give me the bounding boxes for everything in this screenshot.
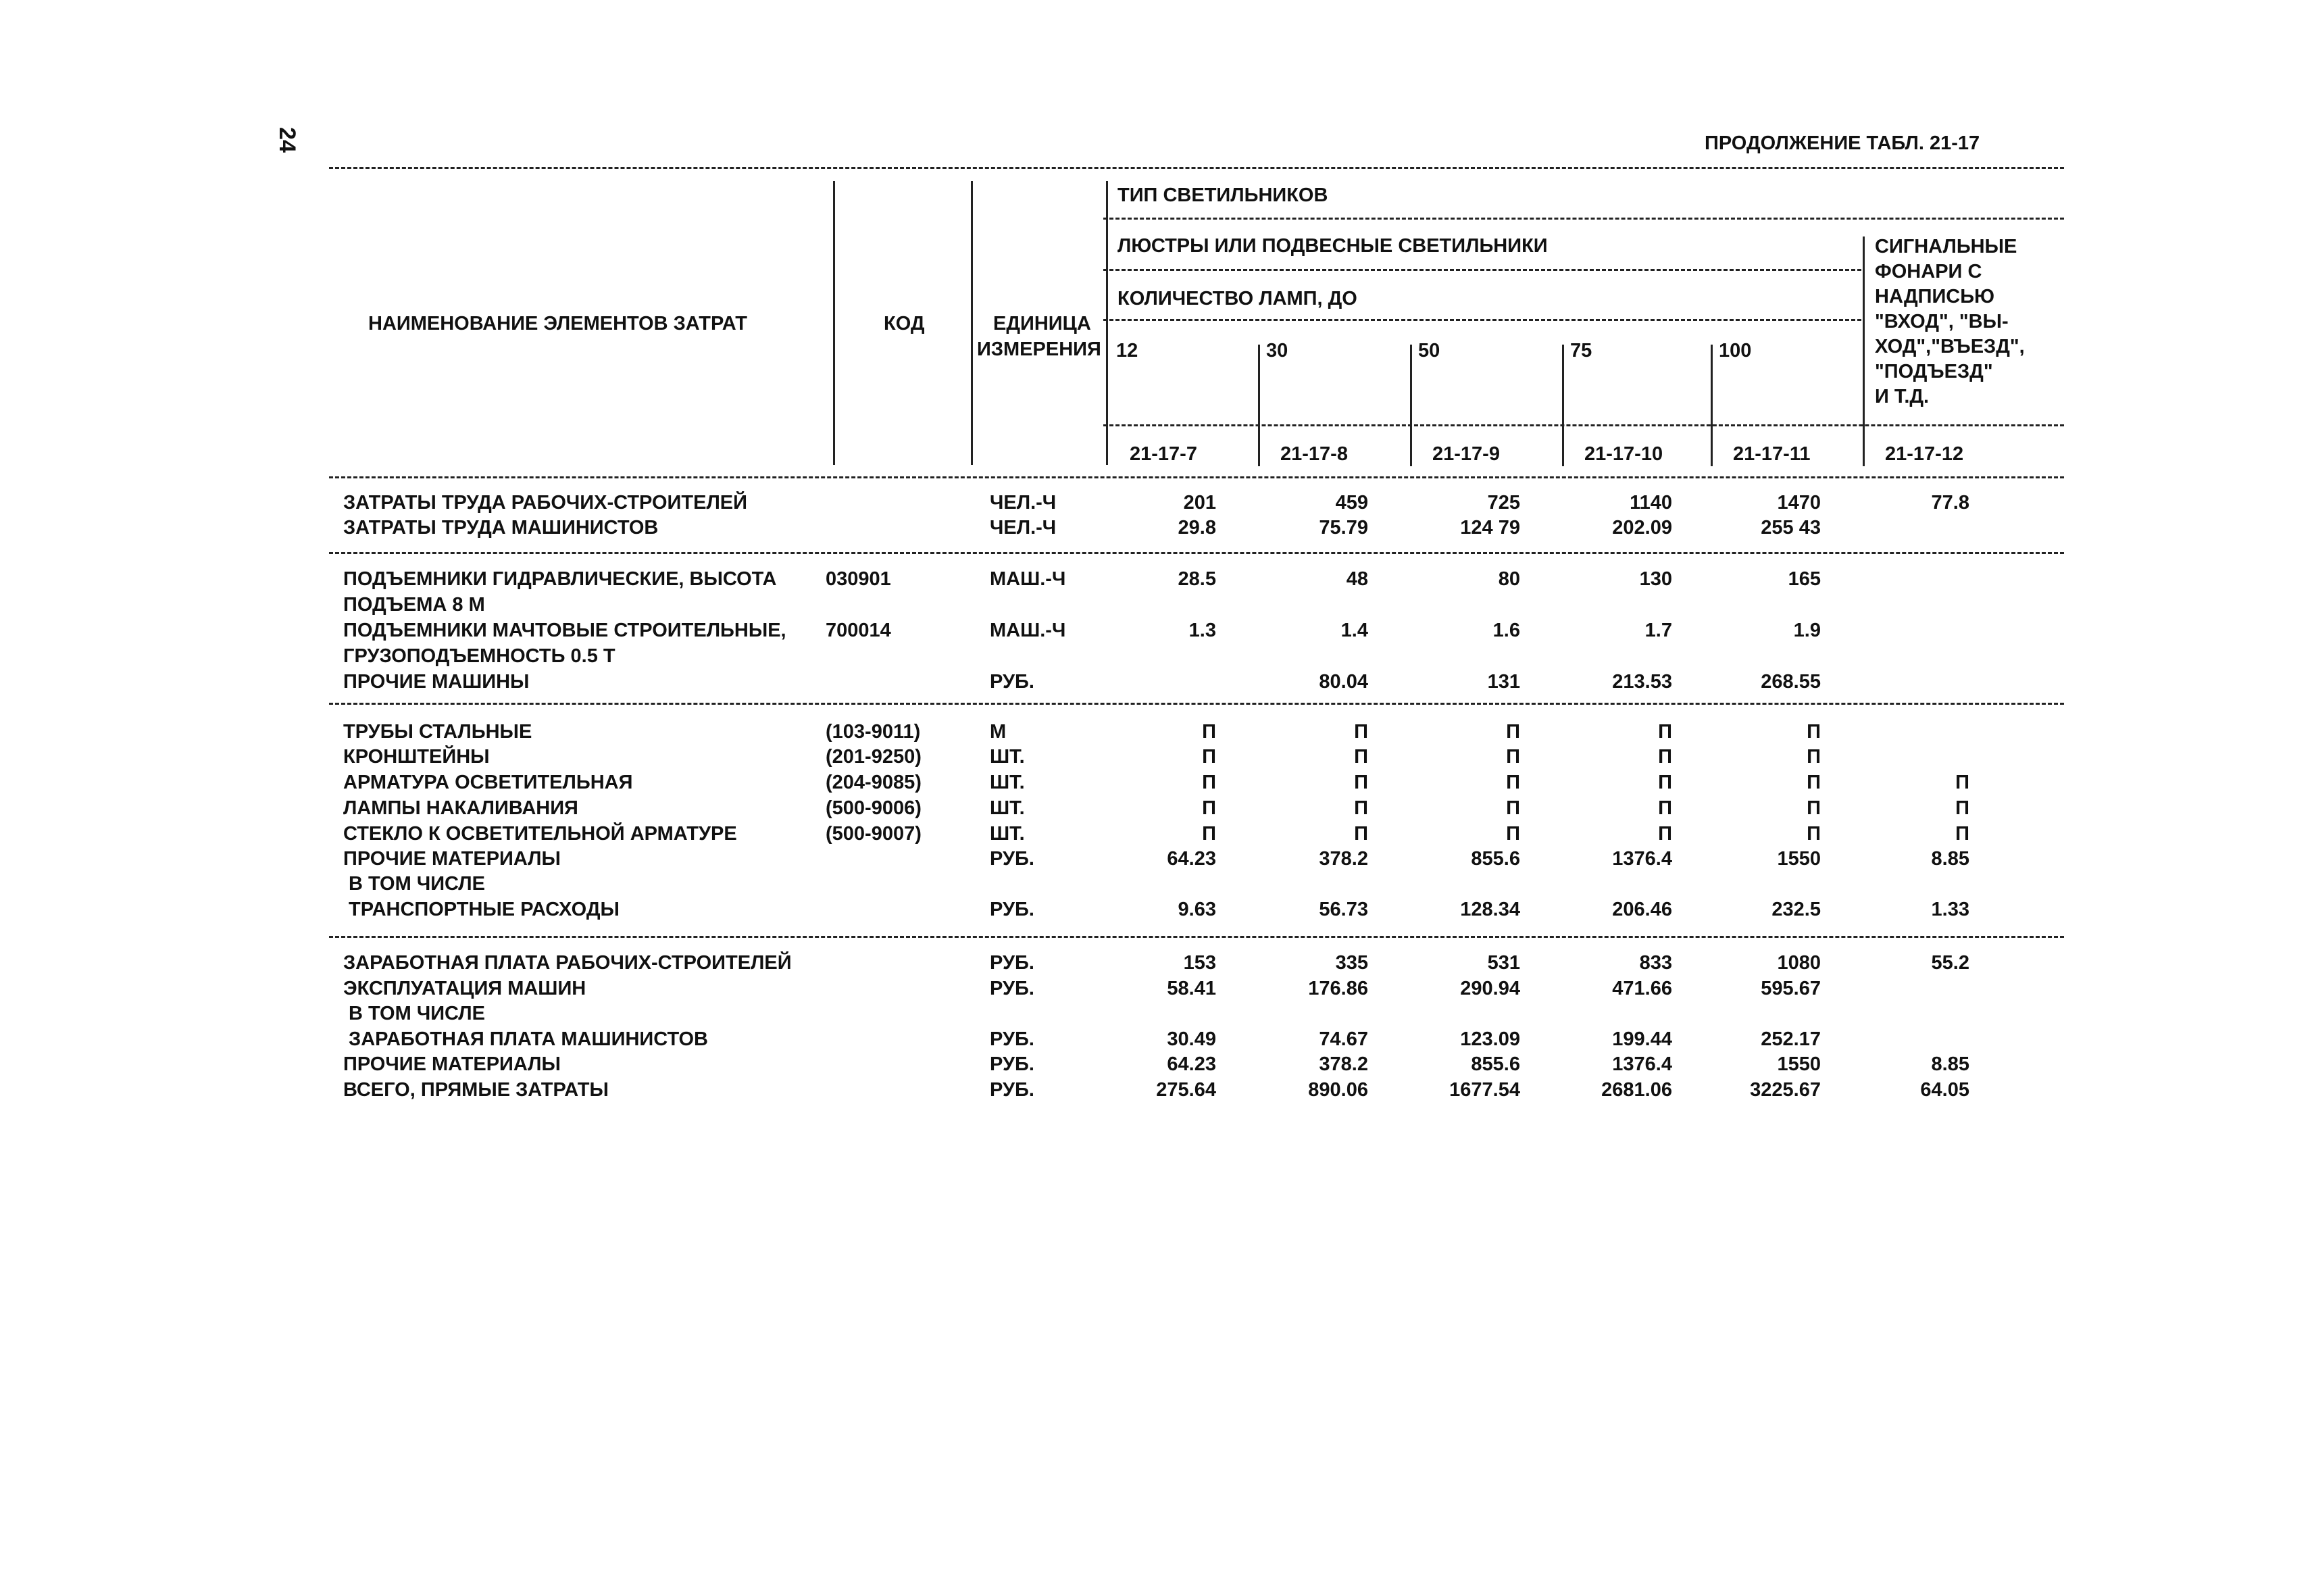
row-name: ПОДЪЕМНИКИ ГИДРАВЛИЧЕСКИЕ, ВЫСОТА: [343, 568, 777, 590]
row-value: П: [1955, 823, 1969, 845]
code-21-17-7: 21-17-7: [1130, 443, 1197, 465]
row-value: 1550: [1777, 1053, 1821, 1075]
row-unit: ШТ.: [990, 746, 1025, 768]
row-value: 471.66: [1612, 978, 1672, 999]
row-value: 1140: [1630, 492, 1672, 514]
row-value: 1470: [1777, 492, 1821, 514]
vline-100: [1711, 345, 1713, 466]
header-lamp-count: КОЛИЧЕСТВО ЛАМП, ДО: [1117, 288, 1357, 309]
lamp-count-75: 75: [1570, 340, 1592, 361]
vline-code: [833, 181, 835, 465]
row-value: П: [1202, 772, 1216, 793]
row-name: ПРОЧИЕ МАШИНЫ: [343, 671, 530, 693]
row-value: 123.09: [1460, 1028, 1520, 1050]
code-21-17-9: 21-17-9: [1432, 443, 1500, 465]
row-value: 199.44: [1612, 1028, 1672, 1050]
rule-section-3: [329, 936, 2064, 938]
row-value: 77.8: [1931, 492, 1969, 514]
row-value: П: [1955, 772, 1969, 793]
row-value: П: [1354, 772, 1368, 793]
row-name: ПОДЪЕМА 8 М: [343, 594, 485, 616]
row-value: 74.67: [1319, 1028, 1368, 1050]
row-code: (201-9250): [826, 746, 922, 768]
row-name: АРМАТУРА ОСВЕТИТЕЛЬНАЯ: [343, 772, 633, 793]
row-value: 202.09: [1612, 517, 1672, 539]
rule-section-1: [329, 552, 2064, 554]
row-value: 48: [1346, 568, 1368, 590]
row-value: 1.33: [1931, 899, 1969, 920]
row-value: П: [1202, 746, 1216, 768]
row-value: 3225.67: [1750, 1079, 1821, 1101]
row-value: 128.34: [1460, 899, 1520, 920]
code-21-17-12: 21-17-12: [1885, 443, 1964, 465]
continuation-title: ПРОДОЛЖЕНИЕ ТАБЛ. 21-17: [1705, 132, 1980, 154]
row-unit: ШТ.: [990, 797, 1025, 819]
row-name: ТРАНСПОРТНЫЕ РАСХОДЫ: [343, 899, 620, 920]
row-name: ЭКСПЛУАТАЦИЯ МАШИН: [343, 978, 586, 999]
signal-line: ХОД","ВЪЕЗД",: [1875, 336, 2025, 357]
lamp-count-12: 12: [1116, 340, 1138, 361]
row-value: П: [1658, 772, 1672, 793]
row-code: 030901: [826, 568, 891, 590]
row-value: 28.5: [1178, 568, 1216, 590]
row-unit: РУБ.: [990, 671, 1034, 693]
row-unit: ЧЕЛ.-Ч: [990, 492, 1057, 514]
row-value: 2681.06: [1601, 1079, 1672, 1101]
row-value: 1677.54: [1449, 1079, 1520, 1101]
row-value: 165: [1788, 568, 1821, 590]
row-value: 1.6: [1492, 620, 1520, 641]
row-value: 595.67: [1761, 978, 1821, 999]
row-value: 890.06: [1308, 1079, 1368, 1101]
row-unit: РУБ.: [990, 1079, 1034, 1101]
row-value: 75.79: [1319, 517, 1368, 539]
row-value: 1.3: [1188, 620, 1216, 641]
row-unit: ШТ.: [990, 772, 1025, 793]
header-unit-line1: ЕДИНИЦА: [993, 313, 1091, 334]
row-value: 64.05: [1920, 1079, 1969, 1101]
page-number: 24: [274, 127, 300, 153]
row-unit: РУБ.: [990, 952, 1034, 974]
row-unit: М: [990, 721, 1007, 743]
row-name: ЗАРАБОТНАЯ ПЛАТА РАБОЧИХ-СТРОИТЕЛЕЙ: [343, 952, 792, 974]
row-code: (204-9085): [826, 772, 922, 793]
row-value: П: [1506, 721, 1520, 743]
row-code: (500-9006): [826, 797, 922, 819]
row-name: ЗАТРАТЫ ТРУДА МАШИНИСТОВ: [343, 517, 659, 539]
rule-section-2: [329, 703, 2064, 705]
row-value: 1.9: [1793, 620, 1821, 641]
lamp-count-50: 50: [1418, 340, 1440, 361]
row-value: 58.41: [1167, 978, 1216, 999]
header-unit-line2: ИЗМЕРЕНИЯ: [977, 339, 1101, 360]
row-value: 80.04: [1319, 671, 1368, 693]
row-name: ЗАТРАТЫ ТРУДА РАБОЧИХ-СТРОИТЕЛЕЙ: [343, 492, 747, 514]
row-value: 275.64: [1156, 1079, 1216, 1101]
row-value: 855.6: [1471, 1053, 1520, 1075]
rule-header-4: [1103, 424, 2064, 426]
row-value: 64.23: [1167, 848, 1216, 870]
row-value: П: [1658, 721, 1672, 743]
rule-header-2: [1103, 269, 1861, 271]
row-value: 176.86: [1308, 978, 1368, 999]
row-value: 56.73: [1319, 899, 1368, 920]
row-value: 153: [1183, 952, 1216, 974]
header-code-col: КОД: [884, 313, 925, 334]
rule-header-1: [1103, 218, 2064, 220]
vline-50: [1410, 345, 1412, 466]
row-value: П: [1202, 721, 1216, 743]
row-value: П: [1354, 823, 1368, 845]
code-21-17-10: 21-17-10: [1584, 443, 1663, 465]
row-value: 55.2: [1931, 952, 1969, 974]
rule-top: [329, 167, 2064, 169]
row-value: П: [1807, 797, 1821, 819]
row-value: П: [1354, 746, 1368, 768]
row-value: 130: [1639, 568, 1672, 590]
row-value: 459: [1335, 492, 1368, 514]
row-value: 335: [1335, 952, 1368, 974]
row-value: 64.23: [1167, 1053, 1216, 1075]
row-value: П: [1955, 797, 1969, 819]
signal-line: "ПОДЪЕЗД": [1875, 361, 1993, 382]
row-unit: РУБ.: [990, 978, 1034, 999]
row-value: 124 79: [1460, 517, 1520, 539]
row-value: П: [1658, 797, 1672, 819]
code-21-17-8: 21-17-8: [1280, 443, 1348, 465]
row-name: ПРОЧИЕ МАТЕРИАЛЫ: [343, 848, 561, 870]
header-name-col: НАИМЕНОВАНИЕ ЭЛЕМЕНТОВ ЗАТРАТ: [368, 313, 747, 334]
signal-line: "ВХОД", "ВЫ-: [1875, 311, 2009, 332]
row-value: П: [1506, 772, 1520, 793]
row-name: ВСЕГО, ПРЯМЫЕ ЗАТРАТЫ: [343, 1079, 609, 1101]
row-value: П: [1807, 746, 1821, 768]
row-code: (103-9011): [826, 721, 921, 743]
row-value: 80: [1498, 568, 1520, 590]
row-value: П: [1202, 797, 1216, 819]
row-value: 206.46: [1612, 899, 1672, 920]
row-value: 201: [1183, 492, 1216, 514]
row-name: ПРОЧИЕ МАТЕРИАЛЫ: [343, 1053, 561, 1075]
row-name: ТРУБЫ СТАЛЬНЫЕ: [343, 721, 532, 743]
rule-header-3: [1103, 319, 1861, 321]
row-value: 1376.4: [1612, 848, 1672, 870]
header-lamp-type: ТИП СВЕТИЛЬНИКОВ: [1117, 184, 1328, 206]
row-value: П: [1807, 823, 1821, 845]
row-code: 700014: [826, 620, 891, 641]
row-value: 232.5: [1771, 899, 1821, 920]
row-name: ГРУЗОПОДЪЕМНОСТЬ 0.5 Т: [343, 645, 615, 667]
row-value: П: [1354, 797, 1368, 819]
row-value: 268.55: [1761, 671, 1821, 693]
lamp-count-30: 30: [1266, 340, 1288, 361]
row-name: В ТОМ ЧИСЛЕ: [343, 873, 485, 895]
row-value: П: [1807, 721, 1821, 743]
row-value: П: [1506, 823, 1520, 845]
vline-30: [1258, 345, 1260, 466]
header-chandeliers: ЛЮСТРЫ ИЛИ ПОДВЕСНЫЕ СВЕТИЛЬНИКИ: [1117, 235, 1548, 257]
row-value: П: [1354, 721, 1368, 743]
row-unit: РУБ.: [990, 1028, 1034, 1050]
row-name: ЛАМПЫ НАКАЛИВАНИЯ: [343, 797, 578, 819]
row-value: П: [1658, 823, 1672, 845]
row-name: КРОНШТЕЙНЫ: [343, 746, 490, 768]
row-value: 833: [1639, 952, 1672, 974]
signal-line: НАДПИСЬЮ: [1875, 286, 1995, 307]
row-value: П: [1202, 823, 1216, 845]
row-value: 1.7: [1644, 620, 1672, 641]
row-unit: ШТ.: [990, 823, 1025, 845]
row-value: 1080: [1777, 952, 1821, 974]
row-unit: МАШ.-Ч: [990, 620, 1066, 641]
signal-line: ФОНАРИ С: [1875, 261, 1982, 282]
vline-signal: [1863, 236, 1865, 466]
row-unit: РУБ.: [990, 848, 1034, 870]
row-value: 378.2: [1319, 1053, 1368, 1075]
row-value: 725: [1487, 492, 1520, 514]
row-value: 131: [1487, 671, 1520, 693]
row-value: 252.17: [1761, 1028, 1821, 1050]
signal-line: И Т.Д.: [1875, 386, 1930, 407]
row-value: 855.6: [1471, 848, 1520, 870]
row-name: ЗАРАБОТНАЯ ПЛАТА МАШИНИСТОВ: [343, 1028, 708, 1050]
row-code: (500-9007): [826, 823, 922, 845]
vline-types: [1106, 181, 1108, 465]
row-unit: РУБ.: [990, 899, 1034, 920]
row-value: 213.53: [1612, 671, 1672, 693]
row-name: СТЕКЛО К ОСВЕТИТЕЛЬНОЙ АРМАТУРЕ: [343, 823, 737, 845]
lamp-count-100: 100: [1719, 340, 1752, 361]
row-unit: ЧЕЛ.-Ч: [990, 517, 1057, 539]
row-name: ПОДЪЕМНИКИ МАЧТОВЫЕ СТРОИТЕЛЬНЫЕ,: [343, 620, 786, 641]
code-21-17-11: 21-17-11: [1733, 443, 1811, 465]
rule-header-bottom: [329, 476, 2064, 478]
row-value: 1376.4: [1612, 1053, 1672, 1075]
row-name: В ТОМ ЧИСЛЕ: [343, 1003, 485, 1024]
row-value: П: [1807, 772, 1821, 793]
row-value: 9.63: [1178, 899, 1216, 920]
row-value: 30.49: [1167, 1028, 1216, 1050]
row-value: 1.4: [1340, 620, 1368, 641]
row-value: 8.85: [1931, 848, 1969, 870]
row-unit: РУБ.: [990, 1053, 1034, 1075]
row-value: 378.2: [1319, 848, 1368, 870]
row-value: 290.94: [1460, 978, 1520, 999]
row-value: П: [1658, 746, 1672, 768]
row-value: 531: [1487, 952, 1520, 974]
row-value: 1550: [1777, 848, 1821, 870]
vline-unit: [971, 181, 973, 465]
signal-line: СИГНАЛЬНЫЕ: [1875, 236, 2017, 257]
vline-75: [1562, 345, 1564, 466]
row-value: 255 43: [1761, 517, 1821, 539]
row-unit: МАШ.-Ч: [990, 568, 1066, 590]
row-value: П: [1506, 746, 1520, 768]
row-value: 8.85: [1931, 1053, 1969, 1075]
row-value: 29.8: [1178, 517, 1216, 539]
row-value: П: [1506, 797, 1520, 819]
